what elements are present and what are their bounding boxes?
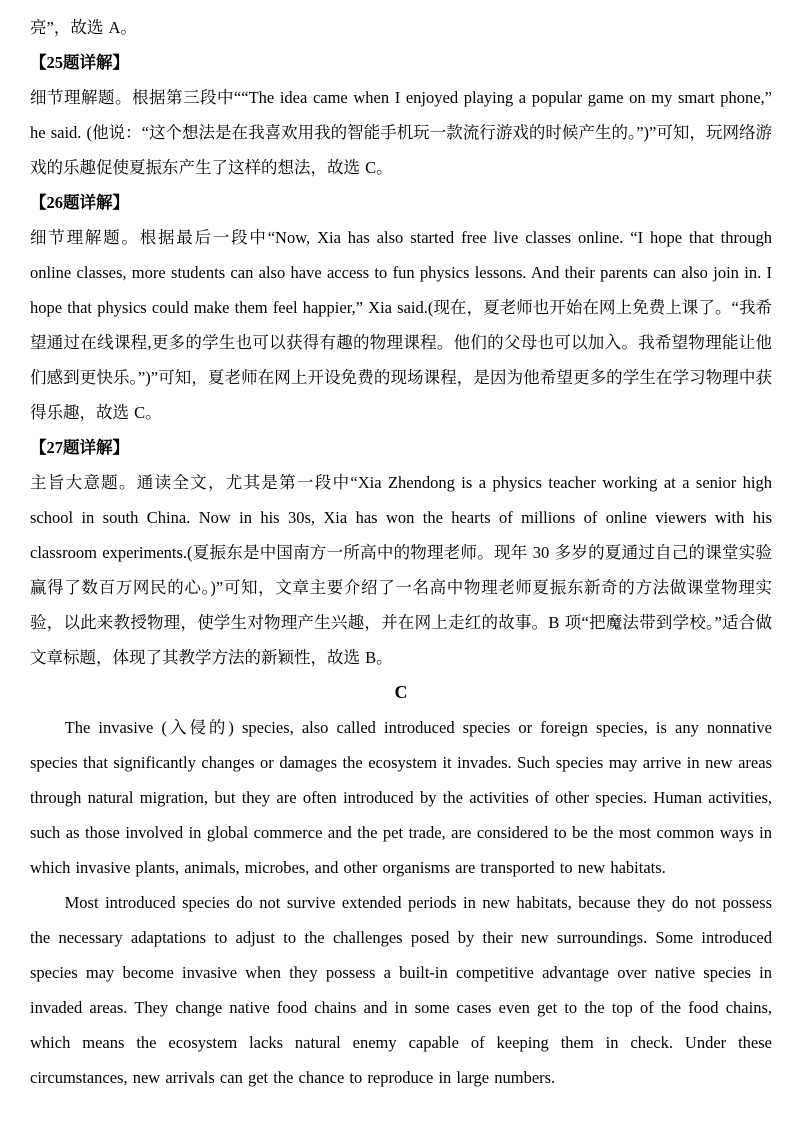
passage-c-paragraph-1: The invasive (入侵的) species, also called introduced species or foreign species, is any nonnative species that significantly changes or damages the ecosystem it invades. Such species may arrive in new areas through natural migration, but they are often introduced by the activities of other species. Human activities, such as those involved in global commerce and the pet trade, are considered to be the most common ways in which invasive plants, animals, microbes, and other organisms are transported to new habitats. [30, 718, 772, 877]
continuation-paragraph: 亮”，故选 A。 [30, 18, 137, 37]
q25-heading: 【25题详解】 [30, 53, 129, 72]
passage-c-paragraph-2: Most introduced species do not survive extended periods in new habitats, because they do not possess the necessary adaptations to adjust to the challenges posed by their new surroundings. Some introduced species may become invasive when they possess a built-in competitive advantage over native species in invaded areas. They change native food chains and in some cases even get to the top of the food chains, which means the ecosystem lacks natural enemy capable of keeping them in check. Under these circumstances, new arrivals can get the chance to reproduce in large numbers. [30, 893, 772, 1087]
passage-c-title: C [394, 682, 408, 702]
q26-heading: 【26题详解】 [30, 193, 129, 212]
q27-heading: 【27题详解】 [30, 438, 129, 457]
q27-explanation: 主旨大意题。通读全文，尤其是第一段中“Xia Zhendong is a physics teacher working at a senior high school in south China. Now in his 30s, Xia has won the hearts of millions of online viewers with his classroom experiments.(夏振东是中国南方一所高中的物理老师。现年 30 多岁的夏通过自己的课堂实验赢得了数百万网民的心。)”可知，文章主要介绍了一名高中物理老师夏振东新奇的方法做课堂物理实验，以此来教授物理，使学生对物理产生兴趣，并在网上走红的故事。B 项“把魔法带到学校。”适合做文章标题，体现了其教学方法的新颖性，故选 B。 [30, 473, 772, 667]
q26-explanation: 细节理解题。根据最后一段中“Now, Xia has also started free live classes online. “I hope that through online classes, more students can also have access to fun physics lessons. And their parents can also join in. I hope that physics could make them feel happier,” Xia said.(现在，夏老师也开始在网上免费上课了。“我希望通过在线课程,更多的学生也可以获得有趣的物理课程。他们的父母也可以加入。我希望物理能让他们感到更快乐。”)”可知，夏老师在网上开设免费的现场课程，是因为他希望更多的学生在学习物理中获得乐趣，故选 C。 [30, 228, 772, 422]
q25-explanation: 细节理解题。根据第三段中““The idea came when I enjoyed playing a popular game on my smart phone,” he said. (他说：“这个想法是在我喜欢用我的智能手机玩一款流行游戏的时候产生的。”)”可知，玩网络游戏的乐趣促使夏振东产生了这样的想法，故选 C。 [30, 88, 772, 177]
